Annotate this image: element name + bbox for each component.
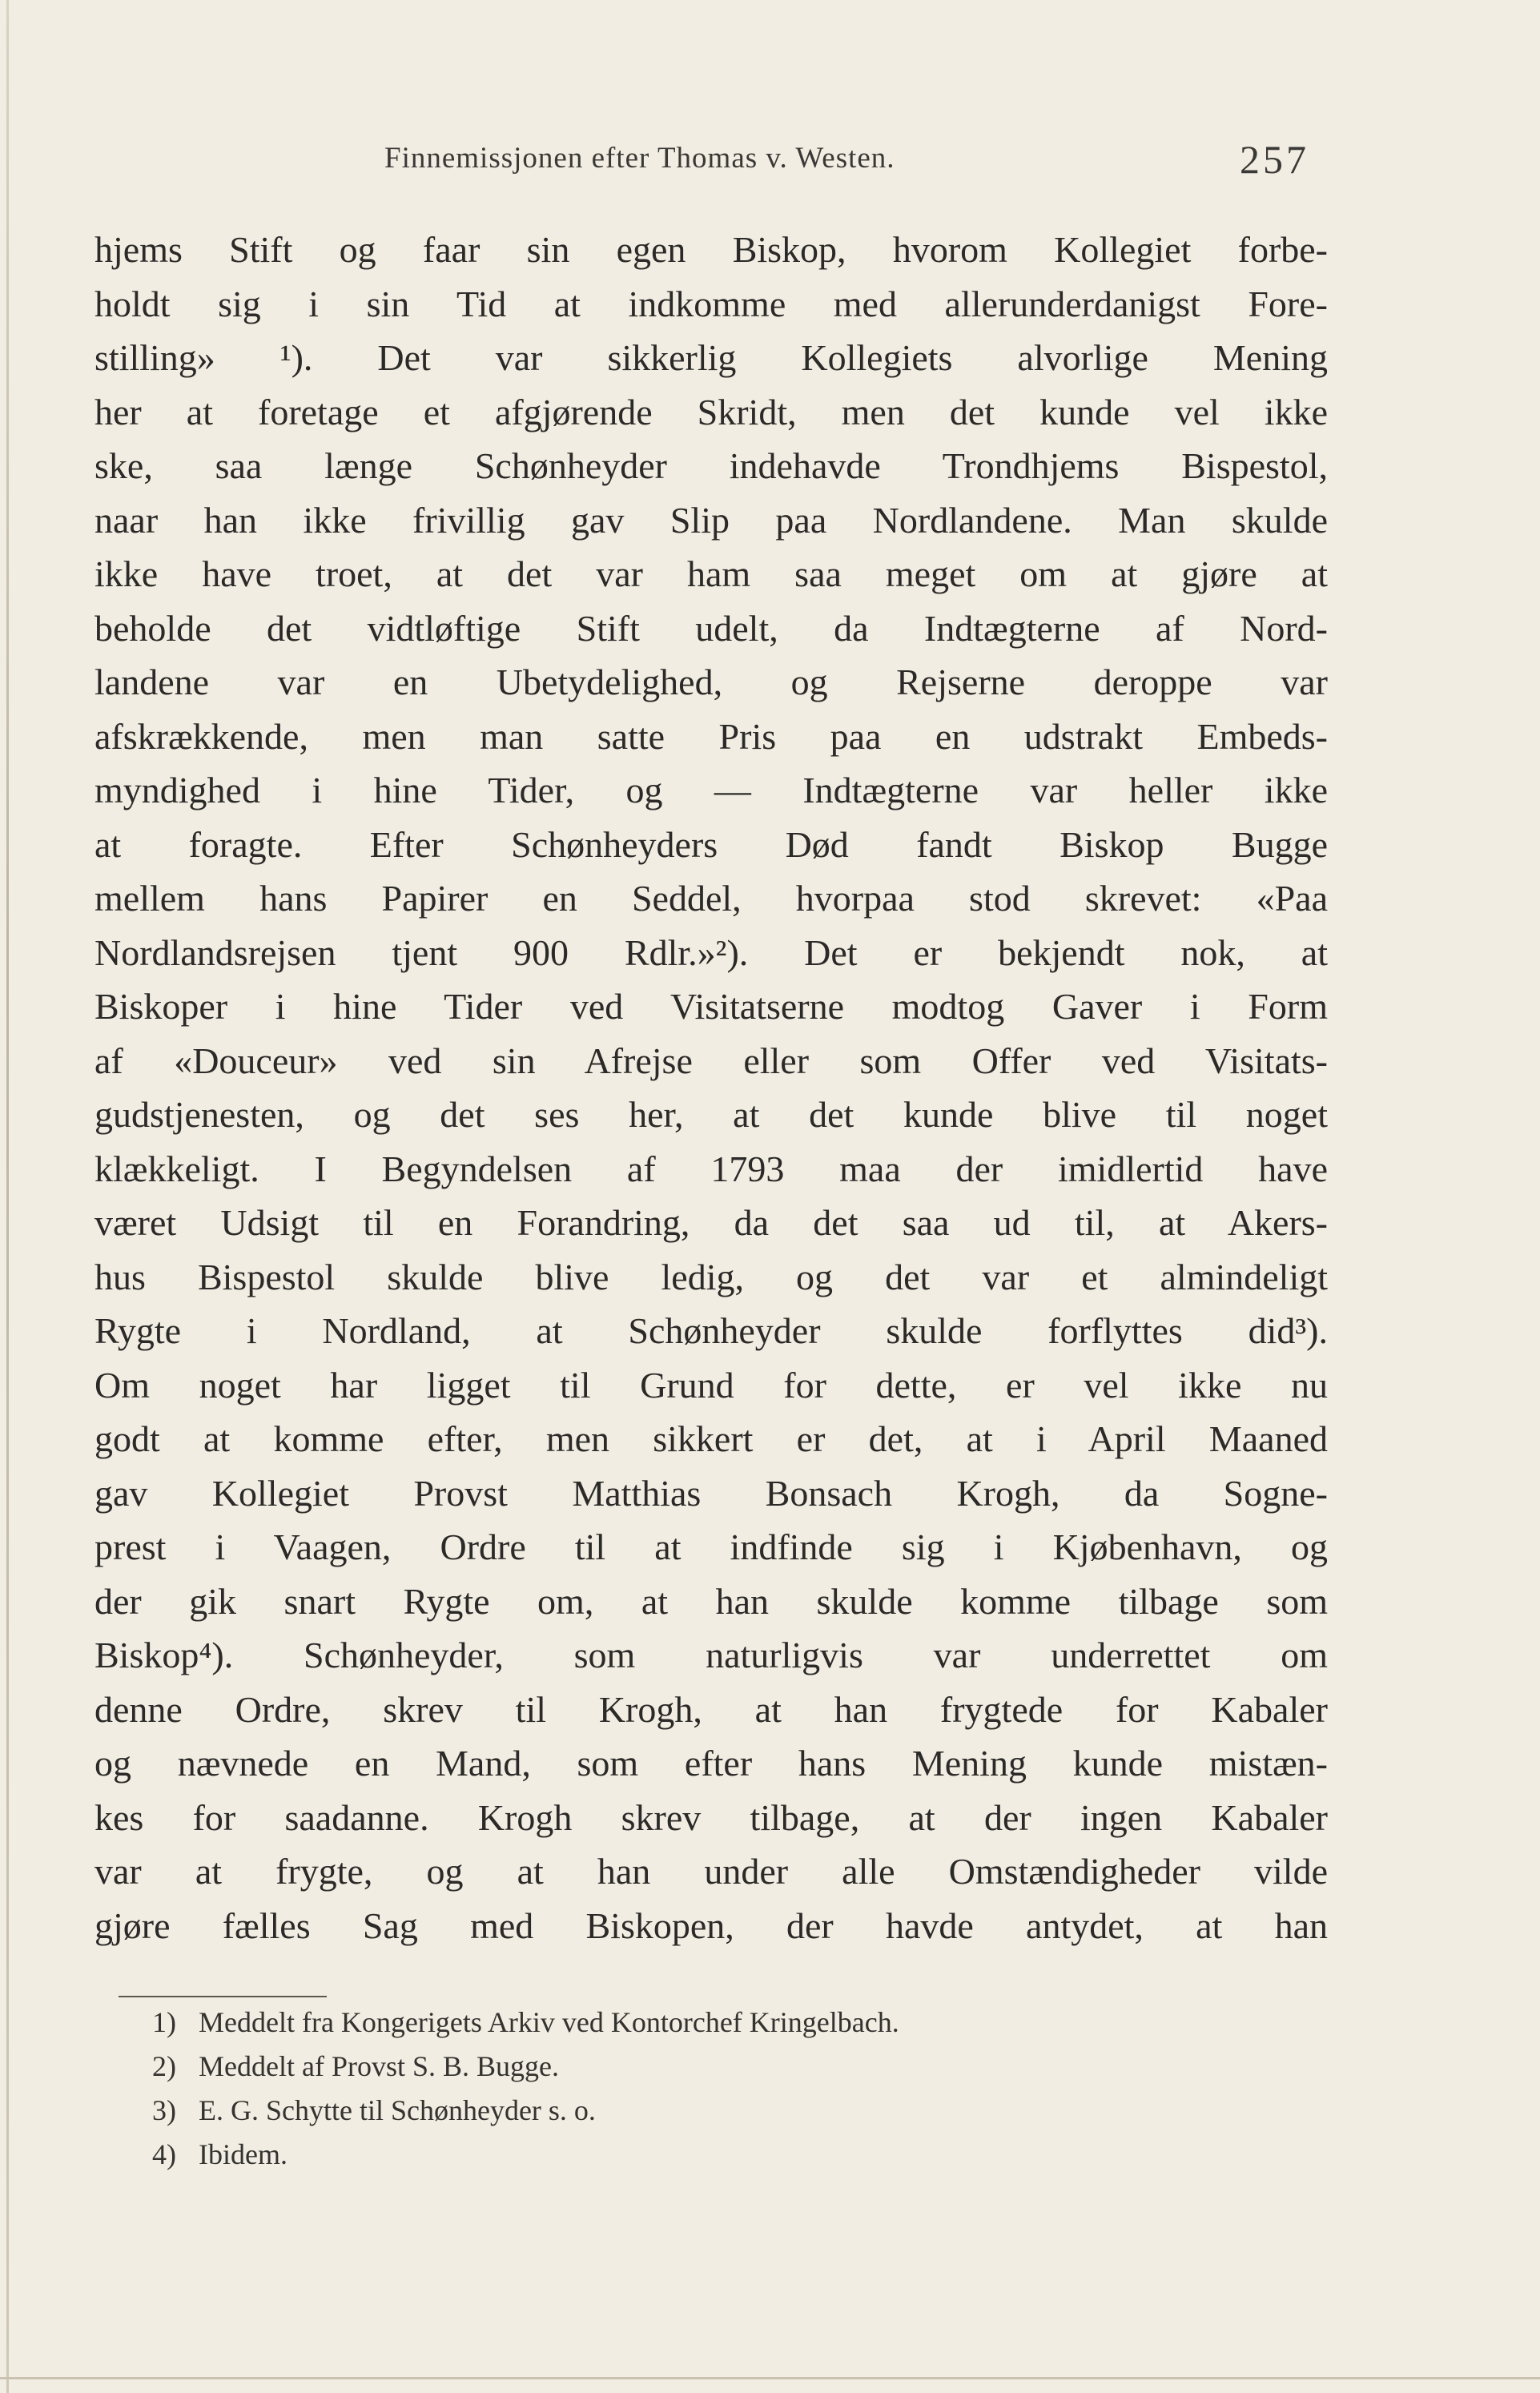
text-line-2: holdt sig i sin Tid at indkomme med allerunderdanigst Fore- [94,283,1328,324]
text-line-24: gav Kollegiet Provst Matthias Bonsach Krogh, da Sogne- [94,1472,1328,1514]
footnote-3 [152,2089,1193,2133]
text-line-1: hjems Stift og faar sin egen Biskop, hvorom Kollegiet forbe- [94,229,1328,270]
text-line-9: landene var en Ubetydelighed, og Rejserne deroppe var [94,662,1328,702]
footnote-text: Meddelt af Provst S. B. Bugge. [199,2050,559,2082]
text-line-13: mellem hans Papirer en Seddel, hvorpaa stod skrevet: «Paa [94,878,1328,919]
text-line-10: afskrækkende, men man satte Pris paa en udstrakt Embeds- [94,715,1328,757]
text-line-26: der gik snart Rygte om, at han skulde komme tilbage som [94,1580,1328,1622]
text-line-14: Nordlandsrejsen tjent 900 Rdlr.»²). Det er bekjendt nok, at [94,931,1328,973]
page-edge-bottom [0,2377,1540,2379]
text-line-15: Biskoper i hine Tider ved Visitatserne modtog Gaver i Form [94,986,1328,1027]
text-line-3: stilling» ¹). Det var sikkerlig Kollegiets alvorlige Mening [94,337,1328,378]
text-line-20: hus Bispestol skulde blive ledig, og det var et almindeligt [94,1256,1328,1297]
text-line-17: gudstjenesten, og det ses her, at det kunde blive til noget [94,1094,1328,1135]
page-number: 257 [1240,137,1309,182]
footnote-mark: 3) [152,2094,176,2126]
text-line-19: været Udsigt til en Forandring, da det saa ud til, at Akers- [94,1202,1328,1243]
running-title: Finnemissjonen efter Thomas v. Westen. [384,142,895,175]
text-line-11: myndighed i hine Tider, og — Indtægterne var heller ikke [94,770,1328,810]
footnote-mark: 2) [152,2050,176,2082]
text-line-22: Om noget har ligget til Grund for dette, er vel ikke nu [94,1364,1328,1406]
footnotes [152,2001,1193,2177]
footnote-2 [152,2045,1193,2089]
footnote-text: E. G. Schytte til Schønheyder s. o. [199,2094,596,2126]
footnote-rule [119,1996,327,1997]
footnote-4 [152,2133,1193,2177]
text-line-27: Biskop⁴). Schønheyder, som naturligvis var underrettet om [94,1635,1328,1675]
text-line-21: Rygte i Nordland, at Schønheyder skulde forflyttes did³). [94,1310,1328,1351]
body-text [94,223,1328,1953]
text-line-25: prest i Vaagen, Ordre til at indfinde sig i Kjøbenhavn, og [94,1526,1328,1567]
text-line-4: her at foretage et afgjørende Skridt, men det kunde vel ikke [94,391,1328,432]
page-edge-left [6,0,9,2393]
footnote-mark: 4) [152,2138,176,2170]
text-line-29: og nævnede en Mand, som efter hans Mening kunde mistæn- [94,1743,1328,1784]
text-line-16: af «Douceur» ved sin Afrejse eller som Offer ved Visitats- [94,1040,1328,1081]
text-line-30: kes for saadanne. Krogh skrev tilbage, at der ingen Kabaler [94,1796,1328,1838]
text-line-8: beholde det vidtløftige Stift udelt, da Indtægterne af Nord- [94,607,1328,649]
text-line-12: at foragte. Efter Schønheyders Død fandt Biskop Bugge [94,823,1328,865]
text-line-5: ske, saa længe Schønheyder indehavde Trondhjems Bispestol, [94,445,1328,486]
text-line-6: naar han ikke frivillig gav Slip paa Nordlandene. Man skulde [94,499,1328,541]
footnote-text: Ibidem. [199,2138,287,2170]
text-line-18: klækkeligt. I Begyndelsen af 1793 maa der imidlertid have [94,1148,1328,1189]
text-line-23: godt at komme efter, men sikkert er det, at i April Maaned [94,1418,1328,1459]
text-line-32: gjøre fælles Sag med Biskopen, der havde antydet, at han [94,1904,1328,1946]
text-line-31: var at frygte, og at han under alle Omstændigheder vilde [94,1851,1328,1892]
text-line-7: ikke have troet, at det var ham saa meget om at gjøre at [94,553,1328,594]
footnote-mark: 1) [152,2006,176,2038]
running-head [0,136,1540,184]
text-line-28: denne Ordre, skrev til Krogh, at han frygtede for Kabaler [94,1688,1328,1730]
footnote-text: Meddelt fra Kongerigets Arkiv ved Kontorchef Kringelbach. [199,2006,899,2038]
footnote-1 [152,2001,1193,2045]
